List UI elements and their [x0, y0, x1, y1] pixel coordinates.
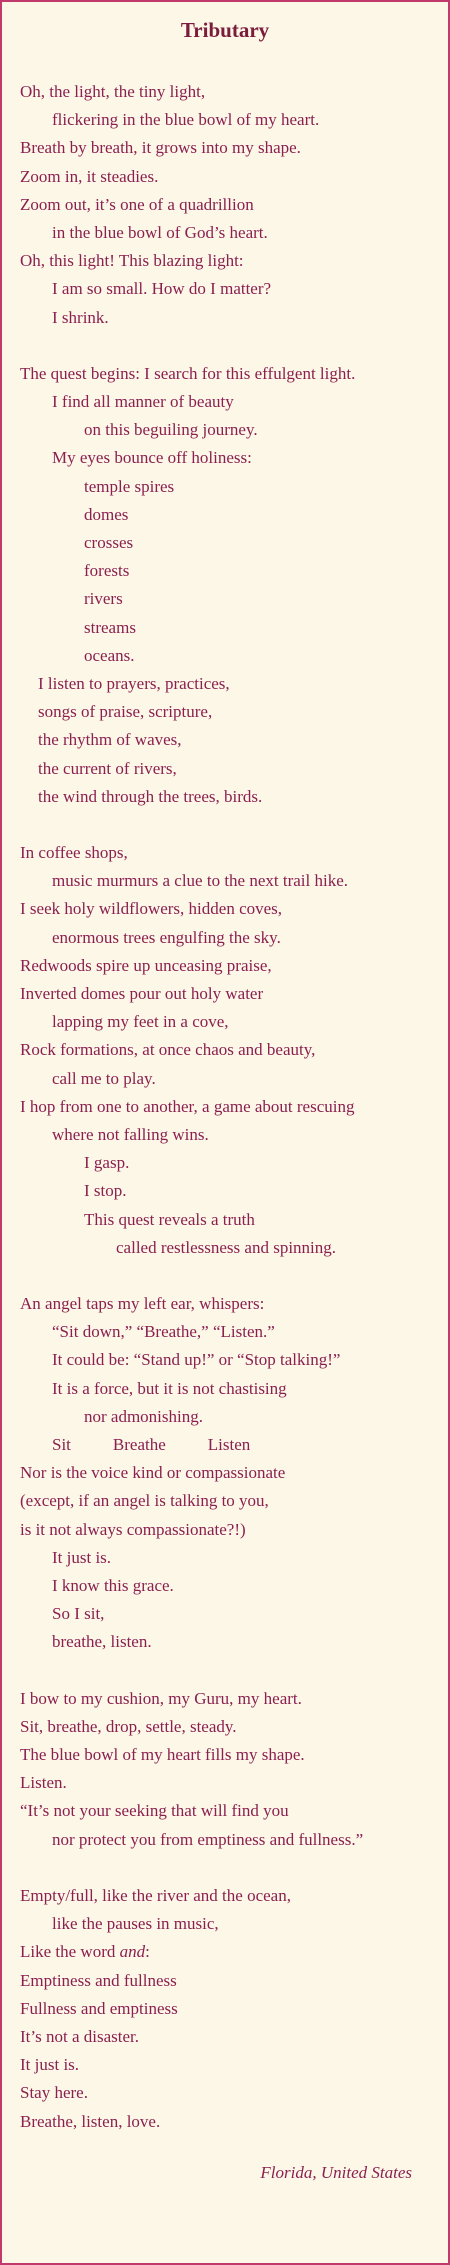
poem-line: Nor is the voice kind or compassionate	[20, 1463, 286, 1483]
stanza-break	[20, 811, 440, 839]
poem-line: the wind through the trees, birds.	[38, 786, 263, 806]
poem-word: Breathe	[112, 1435, 166, 1454]
poem-line	[20, 1431, 440, 1459]
poem-line: music murmurs a clue to the next trail hike.	[52, 871, 349, 891]
poem-line: Oh, this light! This blazing light:	[20, 251, 244, 271]
poem-line: on this beguiling journey.	[84, 420, 258, 440]
poem-line: Sit, breathe, drop, settle, steady.	[20, 1716, 237, 1736]
stanza	[20, 1882, 440, 2136]
poem-line: is it not always compassionate?!)	[20, 1519, 246, 1539]
poem-line: Listen.	[20, 1773, 67, 1793]
poem-line: I stop.	[84, 1181, 127, 1201]
poem-line: Empty/full, like the river and the ocean,	[20, 1886, 291, 1905]
poem-line: rivers	[84, 589, 123, 609]
stanza	[20, 1685, 440, 1854]
poem-line: I listen to prayers, practices,	[38, 673, 230, 693]
poem-line: It just is.	[20, 2055, 80, 2075]
emphasized-word: and	[119, 1942, 146, 1962]
poem-line: I know this grace.	[52, 1575, 174, 1595]
poem-line: breathe, listen.	[52, 1632, 152, 1652]
stanza-break	[20, 332, 440, 360]
poem-body	[20, 78, 440, 2136]
poem-line: “Sit down,” “Breathe,” “Listen.”	[52, 1322, 275, 1342]
poem-word: Sit	[52, 1435, 71, 1454]
poem-line: It could be: “Stand up!” or “Stop talking!”	[52, 1350, 341, 1370]
poem-line: In coffee shops,	[20, 843, 128, 863]
poem-line: So I sit,	[52, 1604, 105, 1624]
stanza	[20, 78, 440, 332]
poem-line: flickering in the blue bowl of my heart.	[52, 110, 320, 130]
poem-line: I gasp.	[84, 1153, 130, 1173]
poem-line: It’s not a disaster.	[20, 2026, 139, 2046]
poem-line: called restlessness and spinning.	[116, 1237, 337, 1257]
poem-line: where not falling wins.	[52, 1124, 209, 1144]
poem-line: Zoom in, it steadies.	[20, 166, 159, 186]
poem-line: I bow to my cushion, my Guru, my heart.	[20, 1688, 302, 1708]
stanza	[20, 1290, 440, 1656]
poem-line: It is a force, but it is not chastising	[52, 1378, 287, 1398]
poem-line: Redwoods spire up unceasing praise,	[20, 955, 272, 975]
poem-line: I seek holy wildflowers, hidden coves,	[20, 899, 283, 919]
poem-line: Like the word and:	[20, 1942, 150, 1962]
poem-line: the current of rivers,	[38, 758, 177, 778]
poem-line: Emptiness and fullness	[20, 1970, 177, 1990]
poem-line: Inverted domes pour out holy water	[20, 984, 264, 1003]
poem-line: The quest begins: I search for this effulgent light.	[20, 363, 356, 383]
poem-line: Stay here.	[20, 2083, 88, 2103]
poem-line: lapping my feet in a cove,	[52, 1012, 229, 1032]
poem-line: Breath by breath, it grows into my shape.	[20, 138, 301, 158]
poem-line: call me to play.	[52, 1068, 156, 1088]
poem-line: temple spires	[84, 476, 175, 496]
poem-line: domes	[84, 504, 129, 524]
poem-line: My eyes bounce off holiness:	[52, 448, 252, 468]
poem-line: It just is.	[52, 1547, 112, 1567]
poem-line: Oh, the light, the tiny light,	[20, 82, 206, 101]
poem-line: oceans.	[84, 645, 135, 665]
poem-line: I hop from one to another, a game about rescuing	[20, 1096, 355, 1116]
poem-line: crosses	[84, 533, 134, 552]
poem-line: An angel taps my left ear, whispers:	[20, 1294, 265, 1314]
stanza	[20, 839, 440, 1262]
poem-line: The blue bowl of my heart fills my shape.	[20, 1745, 305, 1765]
poem-line: nor protect you from emptiness and fullness.”	[52, 1829, 364, 1849]
poem-line: Fullness and emptiness	[20, 1998, 178, 2018]
poem-line: forests	[84, 561, 130, 581]
poem-line: This quest reveals a truth	[84, 1209, 255, 1229]
stanza-break	[20, 1854, 440, 1882]
stanza-break	[20, 1657, 440, 1685]
poem-line: “It’s not your seeking that will find you	[20, 1801, 289, 1821]
location-signature: Florida, United States	[260, 2163, 412, 2182]
poem-line: (except, if an angel is talking to you,	[20, 1491, 269, 1511]
poem-line: Rock formations, at once chaos and beauty,	[20, 1040, 316, 1060]
stanza	[20, 360, 440, 811]
poem-line: I shrink.	[52, 307, 109, 327]
poem-line: I am so small. How do I matter?	[52, 279, 272, 299]
poem-title: Tributary	[180, 18, 270, 42]
poem-word: Listen	[207, 1435, 251, 1454]
stanza-break	[20, 1262, 440, 1290]
poem-line: Zoom out, it’s one of a quadrillion	[20, 194, 254, 214]
poem-line: songs of praise, scripture,	[38, 702, 213, 722]
poem-line: enormous trees engulfing the sky.	[52, 927, 281, 947]
poem-line: nor admonishing.	[84, 1406, 203, 1426]
poem-line: streams	[84, 617, 136, 637]
poem-line: in the blue bowl of God’s heart.	[52, 222, 268, 242]
poem-line: I find all manner of beauty	[52, 392, 234, 412]
poem-line: the rhythm of waves,	[38, 730, 182, 750]
poem-line: like the pauses in music,	[52, 1914, 219, 1934]
poem-line: Breathe, listen, love.	[20, 2111, 161, 2131]
